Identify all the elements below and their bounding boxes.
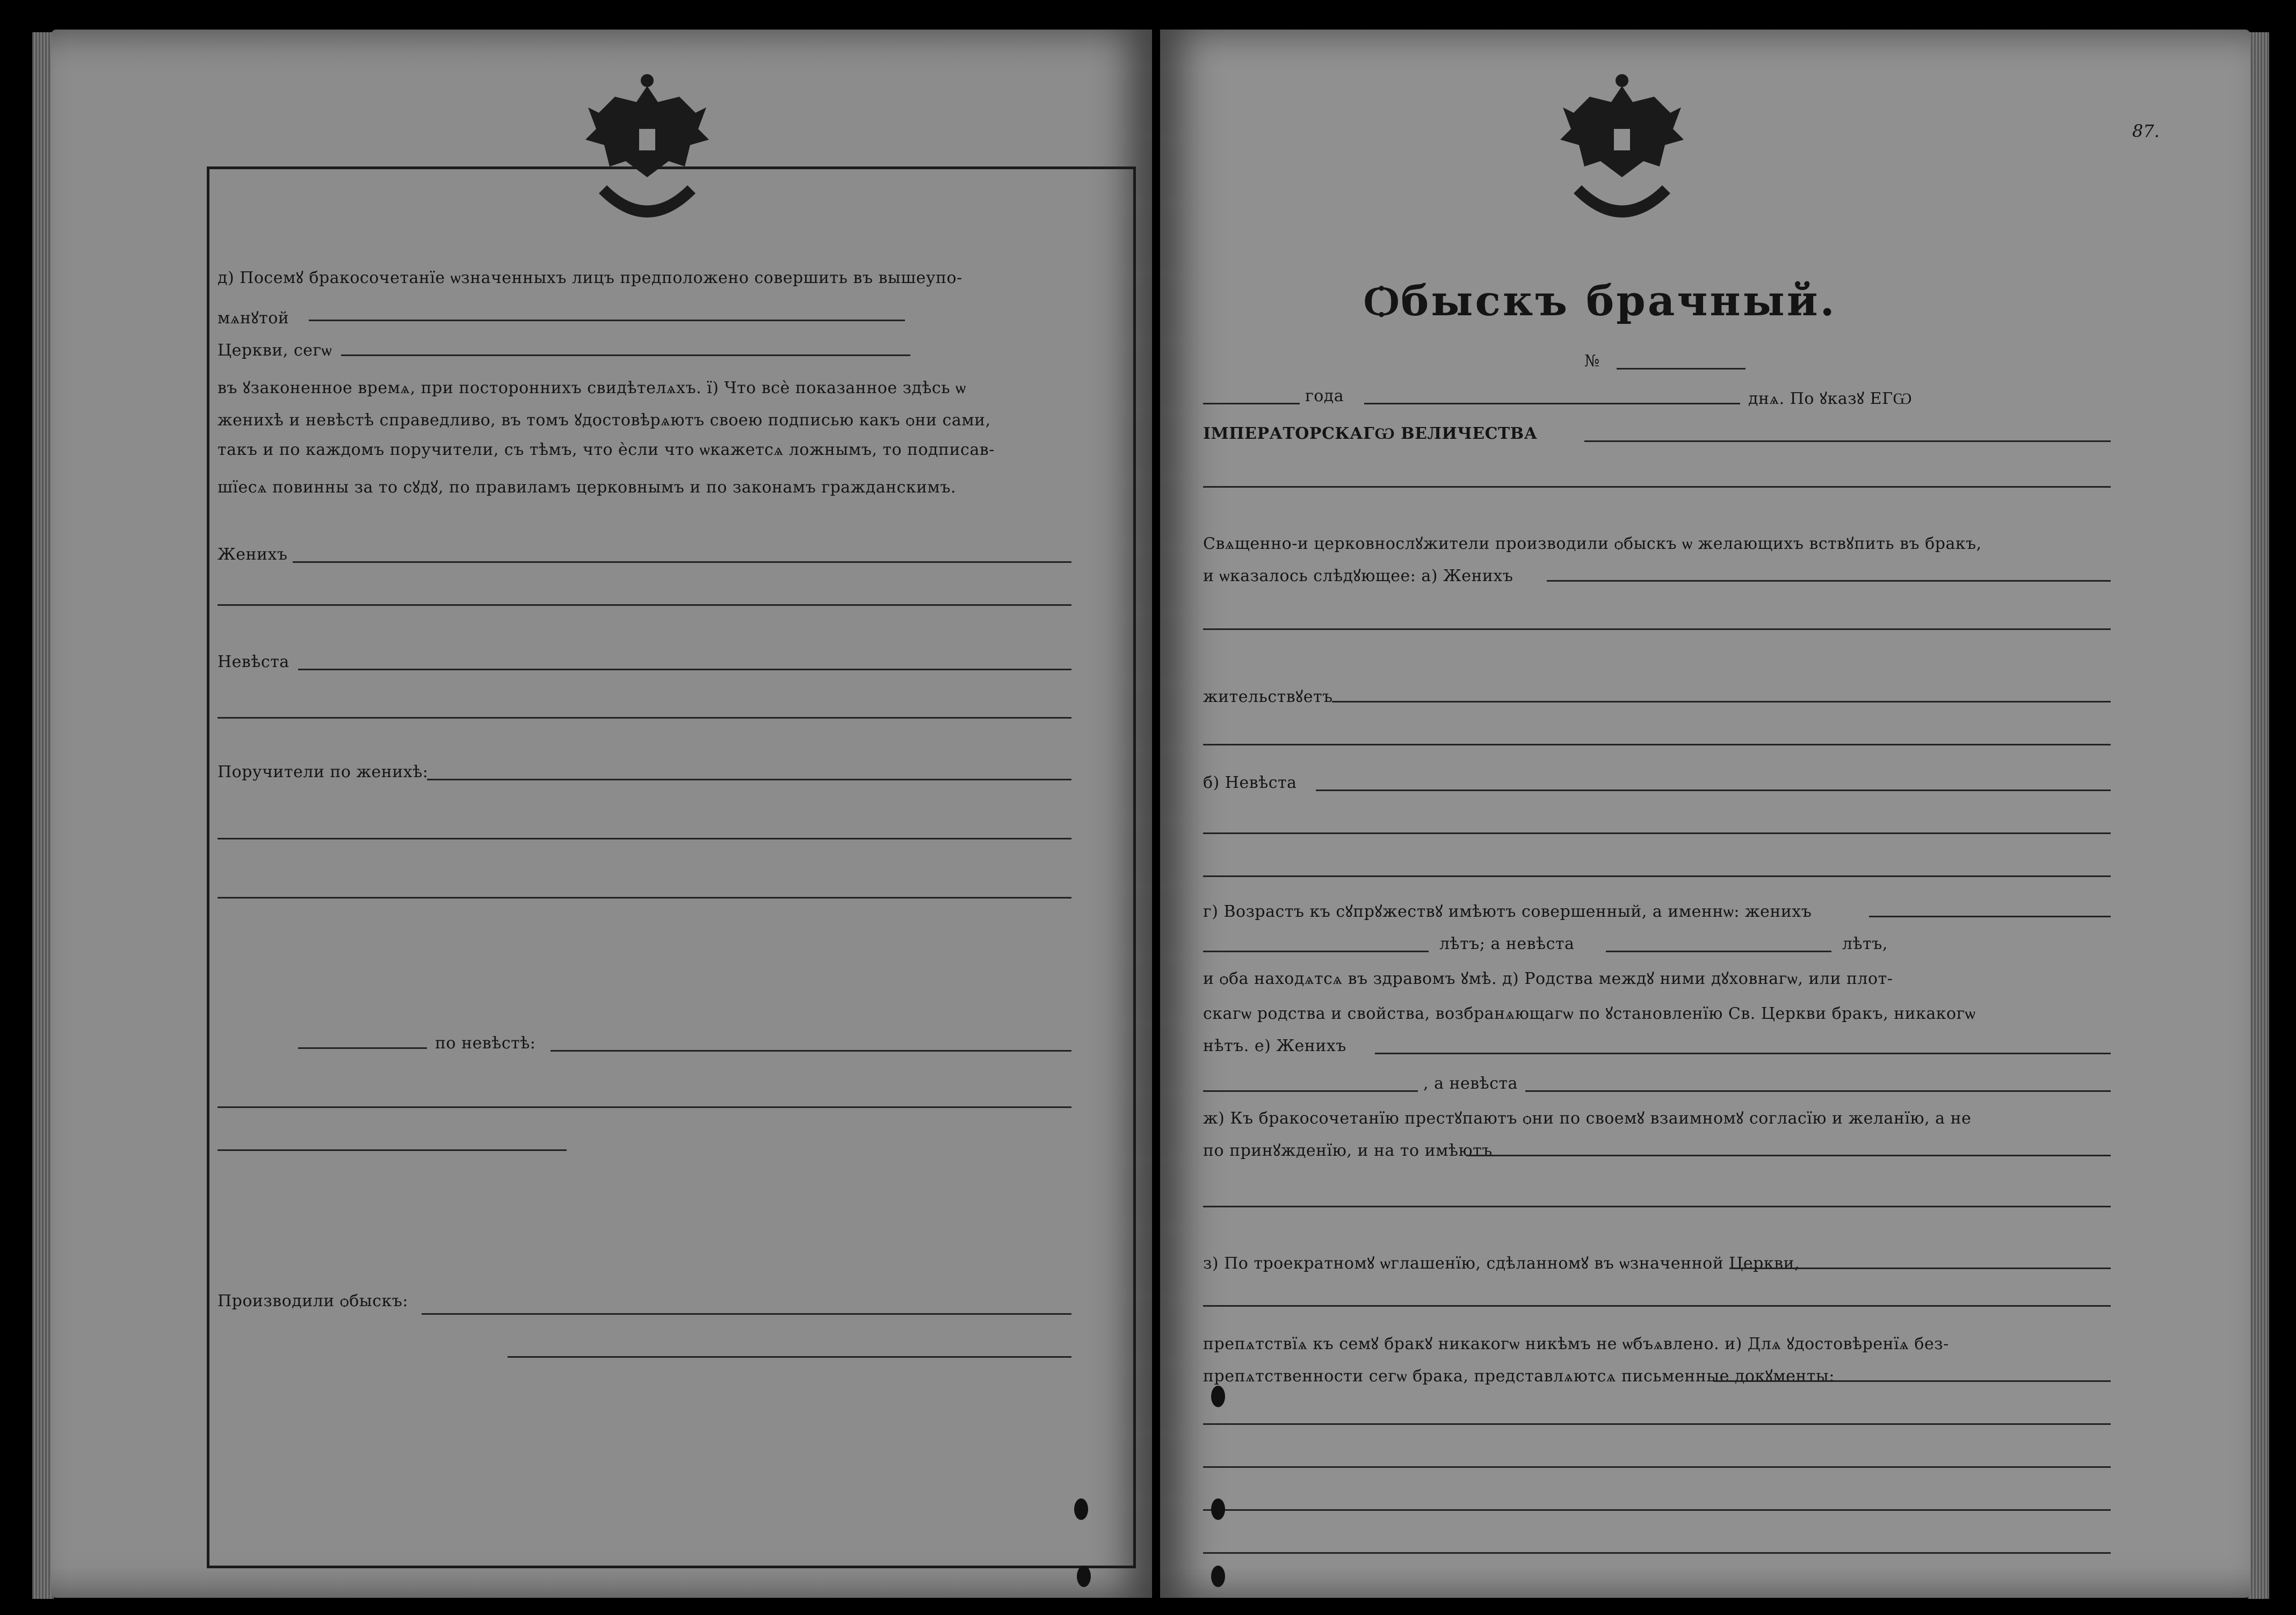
consent-line-1: ж) Къ бракосочетанїю престꙋпаютъ ѻни по своемꙋ взаимномꙋ согласїю и желанїю, а не [1203, 1109, 1972, 1128]
documents-blank-4 [1203, 1509, 2111, 1511]
documents-blank-3 [1203, 1466, 2111, 1468]
binding-hole [1074, 1498, 1088, 1520]
obstacle-line-2: препѧтственности сегѡ брака, представлѧютсѧ письменные докꙋменты: [1203, 1367, 1835, 1386]
bride-blank-2 [218, 717, 1071, 719]
church-blank [1203, 486, 2111, 488]
documents-blank-5 [1203, 1552, 2111, 1554]
groom-label: Женихъ [218, 545, 288, 564]
documents-blank-2 [1203, 1423, 2111, 1425]
years-label-1: лѣтъ; а невѣста [1439, 935, 1575, 953]
left-page [51, 30, 1152, 1598]
right-page [1160, 30, 2250, 1598]
consent-line-2: по принꙋжденїю, и на то имѣютъ [1203, 1141, 1493, 1160]
para-d-line3: Церкви, сегѡ [218, 341, 332, 360]
date-blank [341, 354, 910, 356]
guarantors-bride-blank-2 [218, 1106, 1071, 1108]
guarantors-groom-blank-2 [218, 838, 1071, 839]
health-line: и ѻба находѧтсѧ въ здравомъ ꙋмѣ. д) Родства междꙋ ними дꙋховнагѡ, или плот- [1203, 969, 1893, 988]
age-line: г) Возрастъ къ сꙋпрꙋжествꙋ имѣютъ совершенный, а именнѡ: женихъ [1203, 902, 1812, 921]
consent-blank [1466, 1155, 2111, 1156]
document-title: Ѻбыскъ брачный. [1364, 277, 1837, 325]
bride-blank-2 [1203, 832, 2111, 834]
bride-blank [1316, 790, 2111, 791]
bride-label: Невѣста [218, 653, 289, 671]
guarantors-groom-blank-3 [218, 897, 1071, 899]
guarantors-bride-dash [298, 1047, 427, 1049]
kinship-line: скагѡ родства и свойства, возбранѧющагѡ по ꙋстановленїю Св. Церкви бракъ, никакогѡ [1203, 1004, 1976, 1023]
para-d-line1: д) Посемꙋ бракосочетанїе ѡзначенныхъ лицъ предположено совершить въ вышеупо- [218, 269, 962, 287]
para-d-line5: женихѣ и невѣстѣ справедливо, въ томъ ꙋдостовѣрѧютъ своею подписью какъ ѻни сами, [218, 411, 991, 430]
binding-hole [1077, 1566, 1091, 1587]
guarantors-groom-label: Поручители по женихѣ: [218, 763, 429, 781]
guarantors-bride-blank-3 [218, 1149, 567, 1151]
district-blank [1584, 440, 2111, 442]
banns-line: з) По троекратномꙋ ѡглашенїю, сдѣланномꙋ въ ѡзначенной Церкви, [1203, 1254, 1800, 1273]
by-decree-text: днѧ. По ꙋказꙋ ЕГѠ [1748, 389, 1913, 408]
groom-age-blank-2 [1203, 951, 1429, 952]
consent-blank-2 [1203, 1206, 2111, 1207]
imperial-majesty: ІМПЕРАТОРСКАГѠ ВЕЛИЧЕСТВА [1203, 424, 1538, 443]
groom-blank-2 [218, 604, 1071, 606]
obstacle-line-1: препѧтствїѧ къ семꙋ бракꙋ никакогѡ никѣмъ не ѡбъѧвлено. и) Длѧ ꙋдостовѣренїѧ без- [1203, 1335, 1949, 1353]
guarantors-bride-blank [551, 1050, 1071, 1052]
binding-hole [1211, 1386, 1225, 1407]
groom-blank [1547, 580, 2111, 582]
page-number: 87. [2132, 121, 2160, 141]
month-day-blank [1364, 403, 1740, 404]
binding-hole [1211, 1566, 1225, 1587]
bride-status-label: , а невѣста [1423, 1074, 1518, 1093]
year-blank [1203, 403, 1300, 404]
guarantors-bride-label: по невѣстѣ: [435, 1034, 536, 1053]
conducted-blank-2 [508, 1356, 1071, 1358]
bride-status-blank [1525, 1090, 2111, 1092]
para-d-line2: мѧнꙋтой [218, 309, 289, 328]
documents-blank [1713, 1380, 2111, 1382]
groom-age-blank [1869, 916, 2111, 917]
conducted-blank [422, 1313, 1071, 1315]
conducted-label: Производили ѻбыскъ: [218, 1292, 408, 1310]
left-page-edges [32, 32, 54, 1599]
residence-label: жительствꙋетъ [1203, 687, 1333, 706]
groom-blank-2 [1203, 628, 2111, 630]
imperial-eagle-emblem [1541, 70, 1703, 247]
para-d-line7: шїесѧ повинны за то сꙋдꙋ, по правиламъ церковнымъ и по законамъ гражданскимъ. [218, 478, 957, 497]
church-name-blank [309, 320, 905, 321]
guarantors-groom-blank [427, 779, 1071, 780]
year-suffix: года [1305, 387, 1344, 405]
right-page-edges [2248, 32, 2269, 1599]
found-line: и ѡказалось слѣдꙋющее: а) Женихъ [1203, 567, 1513, 585]
groom-status-blank [1375, 1053, 2111, 1054]
banns-dates-blank-2 [1203, 1305, 2111, 1307]
banns-dates-blank [1729, 1268, 2111, 1269]
para-d-line6: такъ и по каждомъ поручители, съ тѣмъ, что ѐсли что ѡкажетсѧ ложнымъ, то подписав- [218, 440, 995, 459]
binding-hole [1211, 1498, 1225, 1520]
clergy-line: Свѧщенно-и церковнослꙋжители производили ѻбыскъ ѡ желающихъ вствꙋпить въ бракъ, [1203, 534, 1982, 553]
groom-status-blank-2 [1203, 1090, 1418, 1092]
record-number-label: № [1584, 352, 1600, 371]
imperial-eagle-emblem [567, 70, 728, 247]
bride-blank-3 [1203, 875, 2111, 877]
bride-blank [298, 669, 1071, 670]
para-d-line4: въ ꙋзаконенное времѧ, при постороннихъ свидѣтелѧхъ. ї) Что всѐ показанное здѣсь ѡ [218, 379, 966, 397]
record-number-blank [1617, 368, 1745, 370]
residence-blank [1332, 701, 2111, 703]
bride-age-blank [1606, 951, 1831, 952]
groom-blank [293, 561, 1071, 563]
residence-blank-2 [1203, 744, 2111, 745]
bride-b-label: б) Невѣста [1203, 773, 1297, 792]
marital-status-line: нѣтъ. е) Женихъ [1203, 1037, 1346, 1055]
years-label-2: лѣтъ, [1842, 935, 1888, 953]
